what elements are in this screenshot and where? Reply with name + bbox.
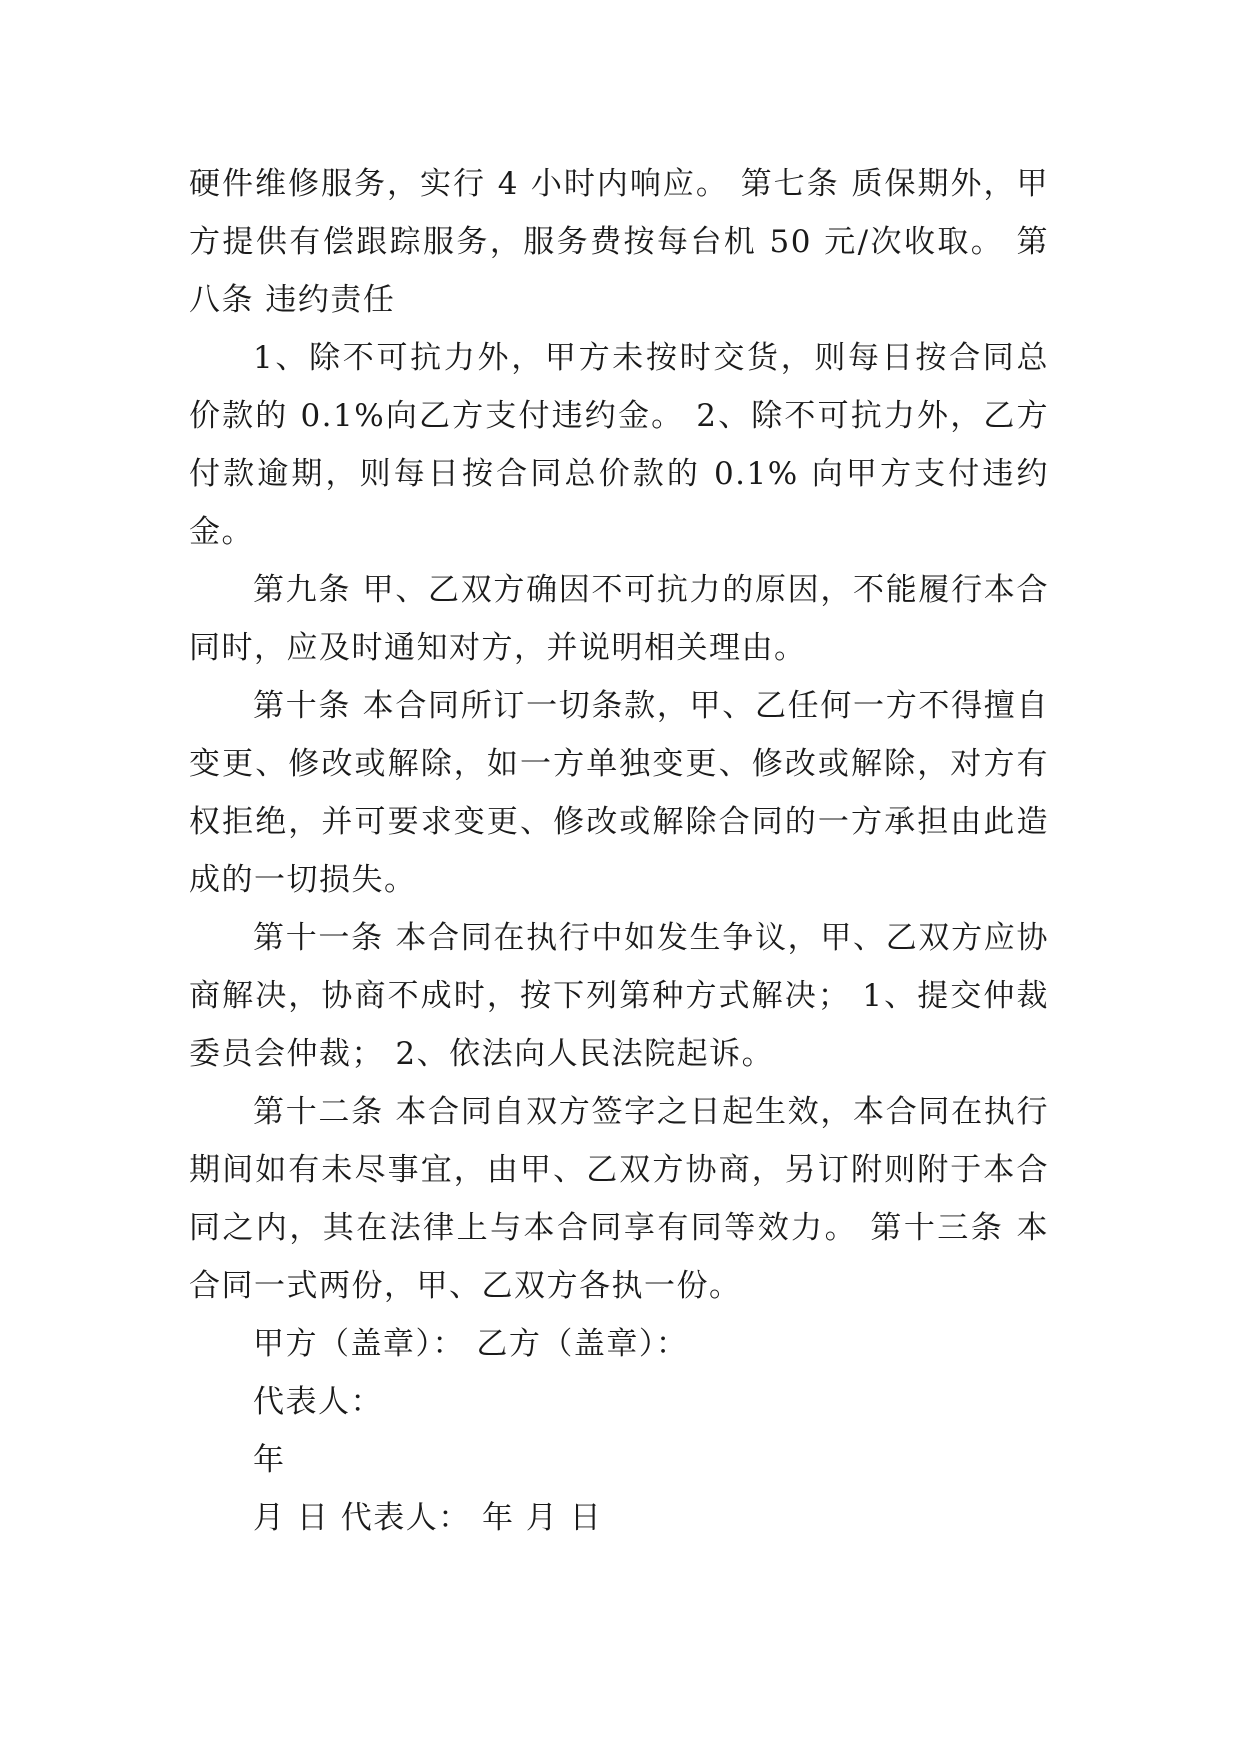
paragraph-article-11: 第十一条 本合同在执行中如发生争议，甲、乙双方应协商解决，协商不成时，按下列第种方式解决； 1、提交仲裁委员会仲裁； 2、依法向人民法院起诉。 [189,920,1049,1072]
paragraph-penalty-clauses: 1、除不可抗力外，甲方未按时交货，则每日按合同总价款的 0.1%向乙方支付违约金。 2、除不可抗力外，乙方付款逾期，则每日按合同总价款的 0.1% 向甲方支付违约金。 [189,340,1049,550]
signature-representative: 代表人： [253,1384,383,1420]
paragraph-article-10: 第十条 本合同所订一切条款，甲、乙任何一方不得擅自变更、修改或解除，如一方单独变更、修改或解除，对方有权拒绝，并可要求变更、修改或解除合同的一方承担由此造成的一切损失。 [189,688,1049,898]
signature-parties: 甲方（盖章）： 乙方（盖章）： [253,1326,689,1362]
paragraph-warranty-and-breach: 硬件维修服务，实行 4 小时内响应。 第七条 质保期外，甲方提供有偿跟踪服务，服务费按每台机 50 元/次收取。 第八条 违约责任 [189,166,1049,318]
paragraph-article-12-13: 第十二条 本合同自双方签字之日起生效，本合同在执行期间如有未尽事宜，由甲、乙双方协商，另订附则附于本合同之内，其在法律上与本合同享有同等效力。 第十三条 本合同一式两份，甲、乙双方各执一份。 [189,1094,1049,1304]
signature-year: 年 [253,1442,286,1478]
paragraph-article-9: 第九条 甲、乙双方确因不可抗力的原因，不能履行本合同时，应及时通知对方，并说明相关理由。 [189,572,1049,666]
signature-date-line: 月 日 代表人： 年 月 日 [253,1500,603,1536]
contract-body [189,155,1049,1547]
